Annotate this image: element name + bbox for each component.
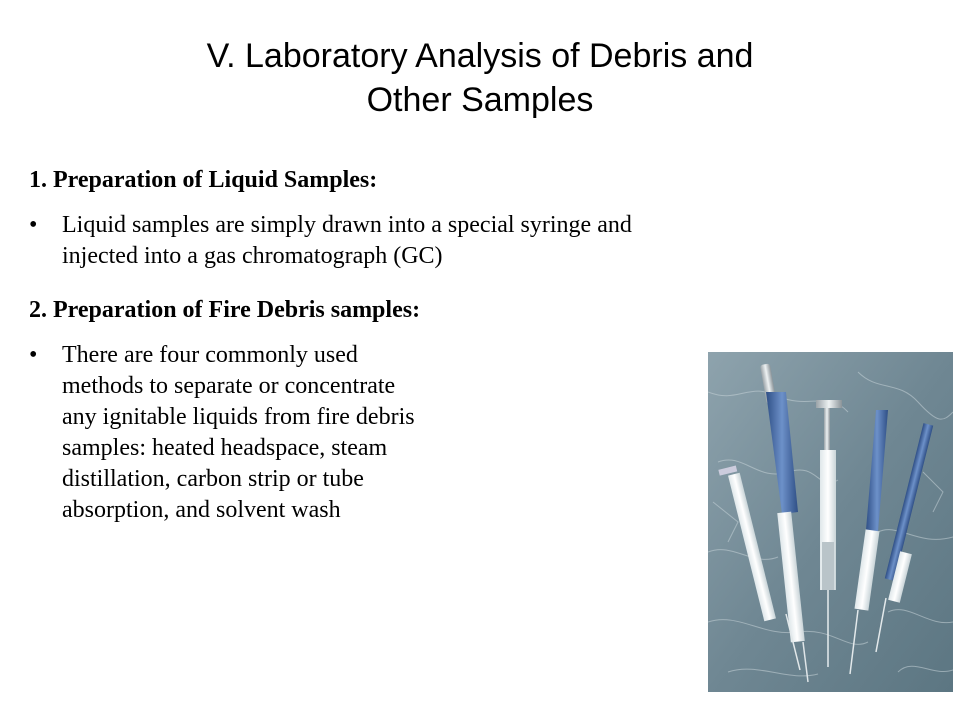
slide-title — [80, 34, 880, 122]
bullet-line: Liquid samples are simply drawn into a special syringe and — [62, 212, 632, 238]
bullet-line: distillation, carbon strip or tube — [62, 466, 364, 492]
bullet-line: absorption, and solvent wash — [62, 497, 341, 523]
bullet-line: samples: heated headspace, steam — [62, 435, 388, 461]
syringes-illustration — [708, 352, 953, 692]
bullet-text — [62, 340, 562, 526]
bullet-line: There are four commonly used — [62, 342, 358, 368]
slide-title-line-1: V. Laboratory Analysis of Debris and — [206, 37, 754, 75]
bullet-line: injected into a gas chromatograph (GC) — [62, 243, 443, 269]
bullet-line: any ignitable liquids from fire debris — [62, 404, 415, 430]
section-heading-fire-debris: 2. Preparation of Fire Debris samples: — [29, 297, 421, 323]
slide-title-line-2: Other Samples — [366, 81, 594, 119]
bullet-line: methods to separate or concentrate — [62, 373, 396, 399]
bullet-marker: • — [29, 212, 38, 238]
syringes-photo — [708, 352, 953, 692]
bullet-marker: • — [29, 342, 38, 368]
bullet-text — [62, 210, 842, 272]
section-heading-liquid-samples: 1. Preparation of Liquid Samples: — [29, 167, 378, 193]
